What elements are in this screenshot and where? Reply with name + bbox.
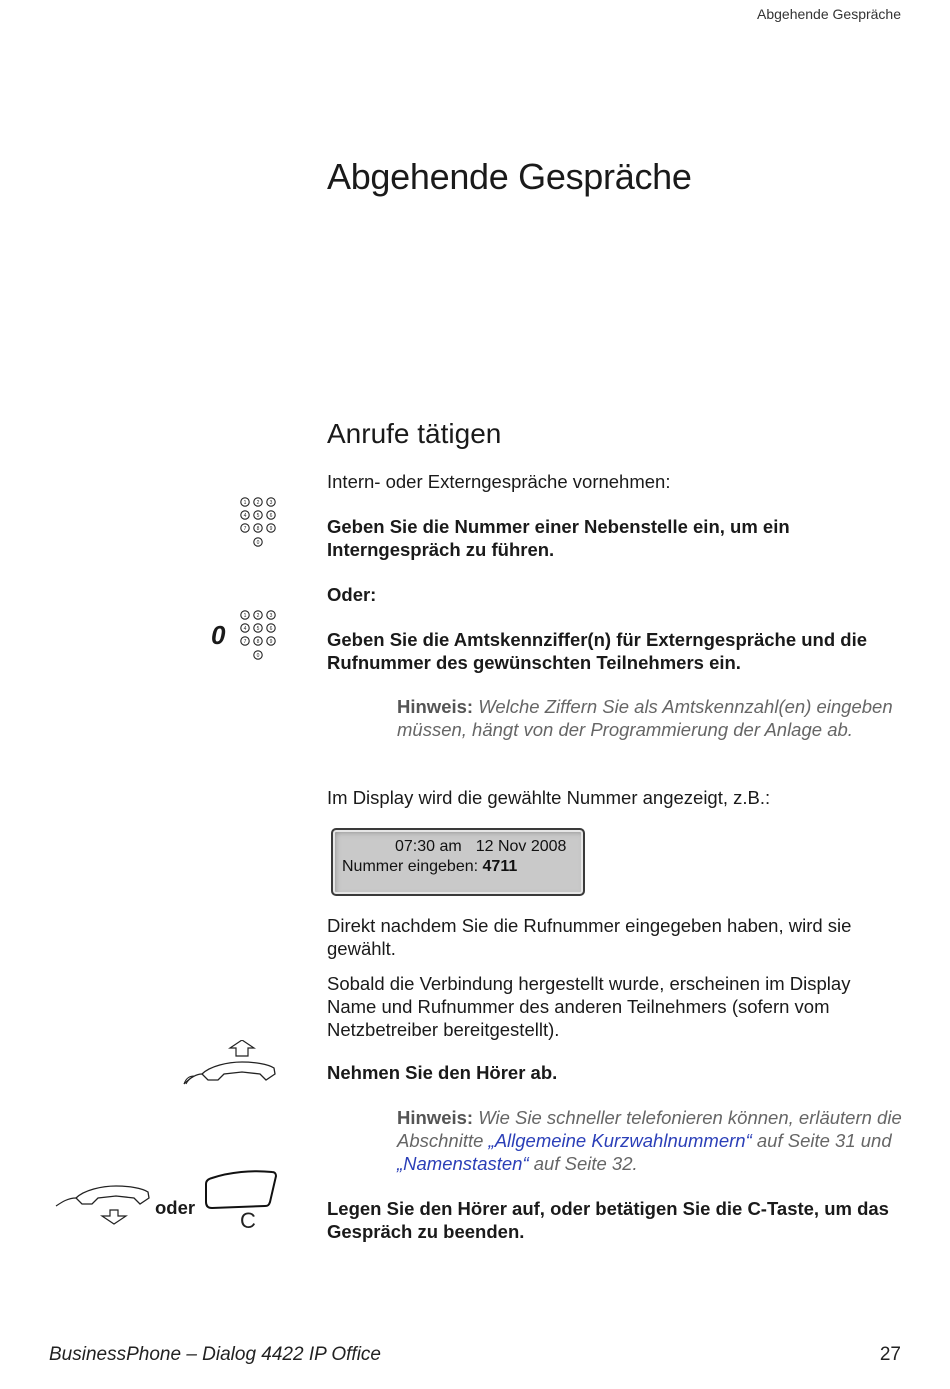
svg-text:2: 2 [256, 500, 260, 506]
svg-text:9: 9 [269, 526, 273, 532]
footer-product: BusinessPhone – Dialog 4422 IP Office [49, 1344, 381, 1365]
link-namenstasten[interactable]: „Namenstasten“ [397, 1153, 529, 1174]
note-text: Welche Ziffern Sie als Amtskennzahl(en) eingeben müssen, hängt von der Programmierung der Anlage ab. [397, 696, 893, 740]
display-number: 4711 [482, 858, 518, 875]
note-1 [397, 695, 897, 741]
chapter-title: Abgehende Gespräche [327, 156, 692, 197]
svg-text:1: 1 [243, 500, 247, 506]
c-key-icon [202, 1166, 280, 1232]
para-dialed: Direkt nachdem Sie die Rufnummer eingegeben haben, wird sie gewählt. [327, 915, 852, 959]
handset-hangup-icon [52, 1184, 152, 1226]
note-label: Hinweis: [397, 696, 474, 717]
note-2 [397, 1106, 902, 1175]
running-header: Abgehende Gespräche [757, 6, 901, 22]
note-text: auf Seite 32. [528, 1153, 638, 1174]
svg-text:5: 5 [256, 513, 260, 519]
zero-digit-label: 0 [211, 620, 226, 650]
page-number: 27 [879, 1344, 901, 1365]
svg-text:6: 6 [269, 626, 273, 632]
svg-text:7: 7 [243, 526, 247, 532]
svg-text:8: 8 [256, 526, 260, 532]
display-intro: Im Display wird die gewählte Nummer angezeigt, z.B.: [327, 787, 771, 808]
step-lift-handset: Nehmen Sie den Hörer ab. [327, 1062, 558, 1083]
note-text: Wie Sie schneller telefonieren können, erläutern die Abschnitte [397, 1107, 902, 1151]
display-prompt: Nummer eingeben: [342, 858, 479, 875]
link-kurzwahlnummern[interactable]: „Allgemeine Kurzwahlnummern“ [488, 1130, 752, 1151]
svg-text:6: 6 [269, 513, 273, 519]
display-date: 12 Nov 2008 [475, 838, 567, 855]
step-internal: Geben Sie die Nummer einer Nebenstelle ein, um ein Interngespräch zu führen. [327, 516, 790, 560]
intro-text: Intern- oder Externgespräche vornehmen: [327, 471, 671, 492]
step-hangup: Legen Sie den Hörer auf, oder betätigen Sie die C-Taste, um das Gespräch zu beenden. [327, 1198, 889, 1242]
note-text: auf Seite 31 und [751, 1130, 892, 1151]
keypad-icon [237, 609, 279, 665]
c-key-label: C [240, 1208, 256, 1232]
step-external: Geben Sie die Amtskennziffer(n) für Externgespräche und die Rufnummer des gewünschten Teilnehmers ein. [327, 629, 868, 673]
handset-lift-icon [180, 1040, 280, 1086]
oder-heading: Oder: [327, 584, 377, 605]
svg-text:2: 2 [256, 613, 260, 619]
display-time: 07:30 am [395, 838, 462, 855]
svg-text:1: 1 [243, 613, 247, 619]
svg-text:3: 3 [269, 613, 273, 619]
section-title: Anrufe tätigen [327, 418, 502, 449]
keypad-icon [237, 496, 279, 552]
svg-text:7: 7 [243, 639, 247, 645]
svg-text:5: 5 [256, 626, 260, 632]
svg-text:4: 4 [243, 513, 247, 519]
oder-label: oder [155, 1197, 196, 1218]
svg-text:3: 3 [269, 500, 273, 506]
svg-text:9: 9 [269, 639, 273, 645]
display-prompt-line [342, 858, 517, 876]
phone-display [331, 828, 585, 896]
svg-text:0: 0 [256, 653, 260, 659]
para-connected: Sobald die Verbindung hergestellt wurde, erscheinen im Display Name und Rufnummer des anderen Teilnehmers (sofern vom Netzbetreiber bereitgestellt). [327, 973, 851, 1040]
svg-text:0: 0 [256, 540, 260, 546]
svg-text:8: 8 [256, 639, 260, 645]
display-status-line [395, 838, 580, 856]
svg-text:4: 4 [243, 626, 247, 632]
note-label: Hinweis: [397, 1107, 474, 1128]
